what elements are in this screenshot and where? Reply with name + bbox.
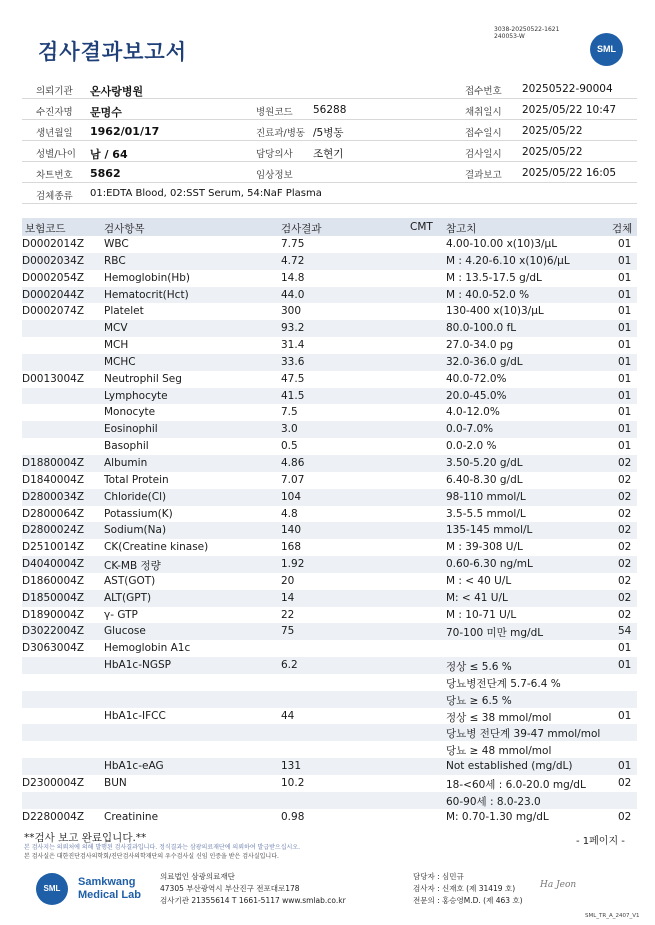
cell-item: MCH <box>104 339 129 352</box>
cell-specimen: 01 <box>618 406 632 419</box>
cell-reference: M : 10-71 U/L <box>446 608 517 621</box>
label-clinical-info: 임상정보 <box>256 170 293 181</box>
footer-address-block <box>160 871 346 907</box>
report-complete-text: **검사 보고 완료입니다.** <box>24 832 147 844</box>
cell-item: Creatinine <box>104 810 159 823</box>
cell-reference: 40.0-72.0% <box>446 372 507 385</box>
cell-specimen: 01 <box>618 355 632 368</box>
cell-code: D0002034Z <box>22 254 85 267</box>
cell-specimen: 02 <box>618 591 632 604</box>
cell-result: 20 <box>281 574 295 587</box>
cell-specimen: 01 <box>618 709 632 722</box>
cell-specimen: 01 <box>618 339 632 352</box>
value-doctor: 조현기 <box>313 148 344 160</box>
footer-staff-block <box>413 871 523 907</box>
table-row <box>22 337 637 354</box>
cell-item: AST(GOT) <box>104 574 156 587</box>
cell-reference: 70-100 미만 mg/dL <box>446 627 544 640</box>
value-department: /5병동 <box>313 127 344 139</box>
table-row <box>22 741 637 758</box>
cell-reference: 정상 ≤ 5.6 % <box>446 661 512 674</box>
cell-reference: 0.60-6.30 ng/mL <box>446 558 533 571</box>
value-collect-date: 2025/05/22 10:47 <box>522 104 617 116</box>
value-birth-date: 1962/01/17 <box>90 125 160 138</box>
value-hospital-code: 56288 <box>313 104 347 116</box>
cell-result: 4.86 <box>281 456 305 469</box>
table-row <box>22 506 637 523</box>
cell-item: MCV <box>104 322 128 335</box>
table-row <box>22 489 637 506</box>
value-chart-no: 5862 <box>90 167 121 180</box>
info-row-birth <box>22 121 637 141</box>
info-row-specimen <box>22 184 637 204</box>
label-chart-no: 차트번호 <box>36 170 73 181</box>
cell-result: 4.72 <box>281 254 305 267</box>
cell-specimen: 01 <box>618 642 632 655</box>
cell-result: 44 <box>281 709 295 722</box>
report-id-code <box>494 26 559 40</box>
cell-reference: 6.40-8.30 g/dL <box>446 473 523 486</box>
cell-code: D0002044Z <box>22 288 85 301</box>
cell-item: ALT(GPT) <box>104 591 152 604</box>
info-row-sex-age <box>22 142 637 162</box>
cell-reference: 18-<60세 : 6.0-20.0 mg/dL <box>446 779 586 791</box>
value-receive-date: 2025/05/22 <box>522 125 583 137</box>
value-test-date: 2025/05/22 <box>522 146 583 158</box>
table-row <box>22 388 637 405</box>
cell-result: 47.5 <box>281 372 305 385</box>
table-row <box>22 354 637 371</box>
table-row <box>22 691 637 708</box>
info-row-patient <box>22 100 637 120</box>
org-contact: 검사기관 21355614 T 1661-5117 www.smlab.co.kr <box>160 896 346 905</box>
label-sex-age: 성별/나이 <box>36 149 76 160</box>
cell-result: 14.8 <box>281 271 305 284</box>
cell-result: 0.5 <box>281 440 298 453</box>
cell-result: 10.2 <box>281 777 305 789</box>
disclaimer-note: 본 검사지는 의뢰처에 의해 발행된 검사결과입니다. 정식결과는 삼광의료재단에 의뢰하여 발급받으십시오. <box>24 844 301 851</box>
cell-item: γ- GTP <box>104 608 138 621</box>
cell-item: Hemoglobin A1c <box>104 642 191 655</box>
cell-code: D1840004Z <box>22 473 85 486</box>
label-birth-date: 생년월일 <box>36 128 73 139</box>
cell-reference: 98-110 mmol/L <box>446 490 526 503</box>
cell-item: Hematocrit(Hct) <box>104 288 189 301</box>
cell-code: D3063004Z <box>22 642 85 655</box>
header-code: 보험코드 <box>25 223 66 235</box>
cell-reference: 0.0-2.0 % <box>446 440 497 453</box>
cell-result: 1.92 <box>281 558 305 571</box>
cell-specimen: 02 <box>618 473 632 486</box>
cell-item: CK(Creatine kinase) <box>104 541 209 554</box>
cell-reference: M : 40.0-52.0 % <box>446 288 530 301</box>
cell-code: D2800064Z <box>22 507 85 520</box>
cell-item: Platelet <box>104 305 144 318</box>
cell-result: 104 <box>281 490 302 503</box>
info-row-institution <box>22 79 637 99</box>
label-department: 진료과/병동 <box>256 128 306 139</box>
results-table-header <box>22 218 637 236</box>
cell-item: Basophil <box>104 440 149 453</box>
label-test-date: 검사일시 <box>465 149 502 160</box>
label-institution: 의뢰기관 <box>36 86 73 97</box>
cell-code: D2280004Z <box>22 810 85 823</box>
table-row <box>22 438 637 455</box>
cell-result: 93.2 <box>281 322 305 335</box>
cell-code: D1880004Z <box>22 456 85 469</box>
signature: Ha Jeon <box>540 880 577 890</box>
table-row <box>22 758 637 775</box>
cell-code: D0002074Z <box>22 305 85 318</box>
cell-reference: M : 4.20-6.10 x(10)6/μL <box>446 254 570 267</box>
cell-code: D1850004Z <box>22 591 85 604</box>
org-name: 의료법인 삼광의료재단 <box>160 872 235 881</box>
label-doctor: 담당의사 <box>256 149 293 160</box>
table-row <box>22 623 637 640</box>
value-institution: 온사랑병원 <box>90 85 144 98</box>
cell-reference: 3.5-5.5 mmol/L <box>446 507 526 520</box>
cell-result: 6.2 <box>281 659 298 672</box>
table-row <box>22 253 637 270</box>
cell-item: Glucose <box>104 625 146 638</box>
cell-result: 75 <box>281 625 295 638</box>
table-row <box>22 674 637 691</box>
cell-item: RBC <box>104 254 126 267</box>
cell-code: D0013004Z <box>22 372 85 385</box>
table-row <box>22 708 637 725</box>
cell-result: 33.6 <box>281 355 305 368</box>
cell-reference: 4.0-12.0% <box>446 406 500 419</box>
cell-reference: 당뇨 ≥ 48 mmol/mol <box>446 745 552 758</box>
value-sex-age: 남 / 64 <box>90 148 128 161</box>
cell-item: CK-MB 정량 <box>104 560 161 573</box>
table-row <box>22 573 637 590</box>
results-table-body <box>22 236 637 826</box>
table-row <box>22 455 637 472</box>
cell-reference: 60-90세 : 8.0-23.0 <box>446 795 541 808</box>
value-patient-name: 문명수 <box>90 106 122 119</box>
cell-specimen: 01 <box>618 322 632 335</box>
cell-code: D2510014Z <box>22 541 85 554</box>
label-receipt-no: 접수번호 <box>465 86 502 97</box>
cell-specimen: 01 <box>618 440 632 453</box>
cell-result: 3.0 <box>281 423 298 436</box>
cell-result: 0.98 <box>281 810 305 823</box>
cell-result: 7.75 <box>281 238 305 250</box>
info-row-chart <box>22 163 637 183</box>
sml-logo-icon: SML <box>590 33 623 66</box>
cell-item: HbA1c-NGSP <box>104 659 171 672</box>
cell-specimen: 02 <box>618 777 632 789</box>
table-row <box>22 303 637 320</box>
label-specimen-type: 검체종류 <box>36 191 73 202</box>
cell-specimen: 02 <box>618 810 632 823</box>
staff-manager: 담당자 : 심민규 <box>413 872 464 881</box>
cell-specimen: 02 <box>618 608 632 621</box>
staff-tester: 검사자 : 신재호 (제 31419 호) <box>413 884 516 893</box>
cell-reference: M: < 41 U/L <box>446 591 508 604</box>
table-row <box>22 404 637 421</box>
cell-item: Sodium(Na) <box>104 524 167 537</box>
cell-specimen: 02 <box>618 558 632 571</box>
table-row <box>22 421 637 438</box>
cell-item: MCHC <box>104 355 136 368</box>
table-row <box>22 657 637 674</box>
table-row <box>22 371 637 388</box>
cell-specimen: 02 <box>618 574 632 587</box>
cell-result: 168 <box>281 541 302 554</box>
cell-code: D0002054Z <box>22 271 85 284</box>
cell-code: D2800024Z <box>22 524 85 537</box>
table-row <box>22 792 637 809</box>
cell-reference: 32.0-36.0 g/dL <box>446 355 523 368</box>
table-row <box>22 539 637 556</box>
table-row <box>22 775 637 792</box>
report-id-line1: 3038-20250522-1621 <box>494 26 560 33</box>
cell-specimen: 02 <box>618 524 632 537</box>
cell-result: 44.0 <box>281 288 305 301</box>
cell-specimen: 02 <box>618 507 632 520</box>
table-row <box>22 320 637 337</box>
cell-code: D2300004Z <box>22 777 85 789</box>
table-row <box>22 236 637 253</box>
cell-item: Lymphocyte <box>104 389 168 402</box>
header-specimen: 검체 <box>612 223 633 235</box>
table-row <box>22 556 637 573</box>
cell-item: Total Protein <box>104 473 169 486</box>
cell-reference: 정상 ≤ 38 mmol/mol <box>446 711 552 724</box>
table-row <box>22 472 637 489</box>
cell-item: Hemoglobin(Hb) <box>104 271 191 284</box>
cell-item: Potassium(K) <box>104 507 173 520</box>
header-result: 검사결과 <box>281 223 322 235</box>
cell-code: D1860004Z <box>22 574 85 587</box>
cell-specimen: 01 <box>618 389 632 402</box>
org-address: 47305 부산광역시 부산진구 전포대로178 <box>160 884 300 893</box>
label-hospital-code: 병원코드 <box>256 107 293 118</box>
header-item: 검사항목 <box>104 223 145 235</box>
form-code: SML_TR_A_2407_V1 <box>585 913 640 919</box>
label-receive-date: 접수일시 <box>465 128 502 139</box>
table-row <box>22 590 637 607</box>
cell-specimen: 02 <box>618 541 632 554</box>
cell-specimen: 01 <box>618 372 632 385</box>
cell-item: HbA1c-IFCC <box>104 709 166 722</box>
cell-specimen: 02 <box>618 490 632 503</box>
cell-specimen: 01 <box>618 659 632 672</box>
page-number: - 1페이지 - <box>576 836 625 847</box>
cell-result: 41.5 <box>281 389 305 402</box>
cell-result: 131 <box>281 760 302 773</box>
cell-reference: 당뇨병 전단계 39-47 mmol/mol <box>446 728 601 741</box>
cell-result: 22 <box>281 608 295 621</box>
staff-specialist: 전문의 : 홍승영M.D. (제 463 호) <box>413 896 523 905</box>
cell-reference: Not established (mg/dL) <box>446 760 573 773</box>
footer-brand <box>78 876 141 902</box>
report-id-line2: 240053-W <box>494 33 525 40</box>
cell-reference: 130-400 x(10)3/μL <box>446 305 544 318</box>
cell-result: 31.4 <box>281 339 305 352</box>
cell-result: 300 <box>281 305 302 318</box>
accreditation-note: 본 검사실은 대한진단검사의학회/진단검사의학재단의 우수검사실 신임 인증을 받은 검사실입니다. <box>24 853 279 860</box>
cell-result: 14 <box>281 591 295 604</box>
cell-code: D0002014Z <box>22 238 85 250</box>
page-title: 검사결과보고서 <box>38 40 188 64</box>
brand-line1: Samkwang <box>78 876 136 888</box>
table-row <box>22 522 637 539</box>
table-row <box>22 809 637 826</box>
cell-item: WBC <box>104 238 129 250</box>
cell-reference: 27.0-34.0 pg <box>446 339 514 352</box>
value-report-date: 2025/05/22 16:05 <box>522 167 617 179</box>
table-row <box>22 724 637 741</box>
brand-line2: Medical Lab <box>78 889 141 901</box>
cell-reference: M : < 40 U/L <box>446 574 512 587</box>
cell-reference: M : 13.5-17.5 g/dL <box>446 271 542 284</box>
cell-reference: 0.0-7.0% <box>446 423 494 436</box>
cell-reference: 당뇨 ≥ 6.5 % <box>446 694 512 707</box>
value-specimen-type: 01:EDTA Blood, 02:SST Serum, 54:NaF Plasma <box>90 188 322 199</box>
cell-reference: 3.50-5.20 g/dL <box>446 456 523 469</box>
cell-specimen: 01 <box>618 254 632 267</box>
cell-code: D2800034Z <box>22 490 85 503</box>
cell-specimen: 54 <box>618 625 632 638</box>
cell-item: Albumin <box>104 456 148 469</box>
cell-reference: 4.00-10.00 x(10)3/μL <box>446 238 558 250</box>
label-report-date: 결과보고 <box>465 170 502 181</box>
cell-reference: 80.0-100.0 fL <box>446 322 517 335</box>
cell-reference: 135-145 mmol/L <box>446 524 533 537</box>
cell-specimen: 01 <box>618 271 632 284</box>
cell-specimen: 01 <box>618 288 632 301</box>
header-reference: 참고치 <box>446 223 477 235</box>
cell-code: D4040004Z <box>22 558 85 571</box>
cell-specimen: 02 <box>618 456 632 469</box>
value-receipt-no: 20250522-90004 <box>522 83 613 95</box>
table-row <box>22 640 637 657</box>
label-collect-date: 채취일시 <box>465 107 502 118</box>
cell-specimen: 01 <box>618 760 632 773</box>
footer-sml-logo-icon: SML <box>36 873 68 905</box>
cell-reference: 당뇨병전단계 5.7-6.4 % <box>446 677 561 690</box>
cell-item: Neutrophil Seg <box>104 372 182 385</box>
cell-result: 7.5 <box>281 406 298 419</box>
cell-specimen: 01 <box>618 423 632 436</box>
cell-result: 7.07 <box>281 473 305 486</box>
cell-code: D1890004Z <box>22 608 85 621</box>
cell-specimen: 01 <box>618 238 632 250</box>
cell-specimen: 01 <box>618 305 632 318</box>
cell-reference: M: 0.70-1.30 mg/dL <box>446 810 549 823</box>
cell-item: BUN <box>104 777 127 789</box>
cell-reference: 20.0-45.0% <box>446 389 507 402</box>
table-row <box>22 287 637 304</box>
cell-item: Chloride(Cl) <box>104 490 167 503</box>
header-cmt: CMT <box>410 221 433 233</box>
table-row <box>22 270 637 287</box>
table-row <box>22 607 637 624</box>
label-patient-name: 수진자명 <box>36 107 73 118</box>
cell-item: HbA1c-eAG <box>104 760 164 773</box>
cell-result: 4.8 <box>281 507 298 520</box>
cell-item: Eosinophil <box>104 423 158 436</box>
cell-result: 140 <box>281 524 302 537</box>
cell-item: Monocyte <box>104 406 156 419</box>
cell-code: D3022004Z <box>22 625 85 638</box>
cell-reference: M : 39-308 U/L <box>446 541 523 554</box>
